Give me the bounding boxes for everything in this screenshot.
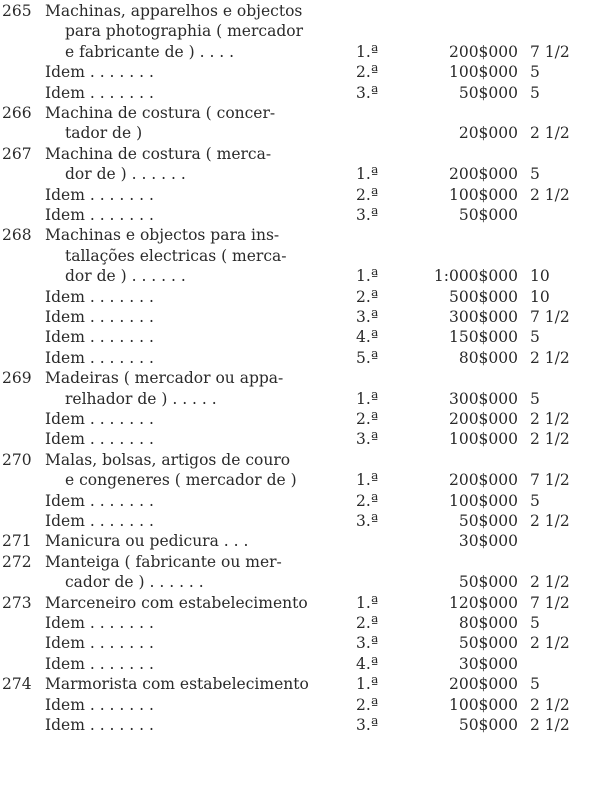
- rate-cell: 2 1/2: [530, 410, 570, 428]
- idem-label: Idem . . . . . . .: [45, 63, 154, 82]
- entry-line: [0, 450, 595, 470]
- value-cell: 300$000: [448, 389, 518, 408]
- entry-description: Marceneiro com estabelecimento: [45, 593, 308, 612]
- value-cell: 100$000: [448, 63, 518, 82]
- value-cell: 20$000: [458, 124, 518, 143]
- class-cell: 4.ª: [356, 328, 379, 347]
- rate-cell: 5: [530, 389, 540, 408]
- entry-line: [0, 103, 595, 123]
- entry-description: relhador de ) . . . . .: [65, 389, 217, 408]
- class-cell: 1.ª: [356, 389, 379, 408]
- entry-line: [0, 246, 595, 266]
- entry-number: 273: [2, 593, 32, 612]
- class-cell: 2.ª: [356, 63, 379, 82]
- entry-number: 267: [2, 144, 32, 163]
- value-cell: 50$000: [458, 512, 518, 530]
- entry-description: Madeiras ( mercador ou appa-: [45, 369, 284, 388]
- class-cell: 1.ª: [356, 593, 379, 612]
- class-cell: 3.ª: [356, 308, 379, 326]
- table-row: [0, 429, 595, 449]
- table-row: [0, 409, 595, 429]
- table-row: [0, 287, 595, 307]
- entry-description: Machinas, apparelhos e objectos: [45, 2, 303, 20]
- idem-label: Idem . . . . . . .: [45, 185, 154, 204]
- value-cell: 300$000: [448, 308, 518, 326]
- entry-description: para photographia ( mercador: [65, 22, 303, 41]
- entry-description: dor de ) . . . . . .: [65, 165, 186, 184]
- rate-cell: 2 1/2: [530, 348, 570, 367]
- value-cell: 200$000: [448, 165, 518, 184]
- class-cell: 2.ª: [356, 614, 379, 632]
- class-cell: 1.ª: [356, 165, 379, 184]
- entry-line: [0, 123, 595, 143]
- idem-label: Idem . . . . . . .: [45, 410, 154, 428]
- entry-description: tallações electricas ( merca-: [65, 246, 287, 265]
- idem-label: Idem . . . . . . .: [45, 287, 154, 306]
- table-row: [0, 205, 595, 225]
- class-cell: 5.ª: [356, 348, 379, 367]
- rate-cell: 5: [530, 165, 540, 184]
- entry-description: Manteiga ( fabricante ou mer-: [45, 552, 282, 571]
- idem-label: Idem . . . . . . .: [45, 206, 154, 224]
- entry-number: 274: [2, 675, 32, 694]
- value-cell: 200$000: [448, 410, 518, 428]
- value-cell: 50$000: [458, 83, 518, 102]
- class-cell: 1.ª: [356, 267, 379, 286]
- entry-line: [0, 368, 595, 388]
- value-cell: 200$000: [448, 675, 518, 694]
- class-cell: 2.ª: [356, 185, 379, 204]
- rate-cell: 2 1/2: [530, 512, 570, 530]
- entry-description: dor de ) . . . . . .: [65, 267, 186, 286]
- rate-cell: 7 1/2: [530, 593, 570, 612]
- rate-cell: 2 1/2: [530, 185, 570, 204]
- rate-cell: 7 1/2: [530, 42, 570, 61]
- idem-label: Idem . . . . . . .: [45, 348, 154, 367]
- rate-cell: 5: [530, 328, 540, 347]
- value-cell: 100$000: [448, 185, 518, 204]
- entry-description: Manicura ou pedicura . . .: [45, 532, 249, 551]
- rate-cell: 5: [530, 63, 540, 82]
- table-row: [0, 613, 595, 633]
- value-cell: 500$000: [448, 287, 518, 306]
- value-cell: 100$000: [448, 695, 518, 714]
- class-cell: 3.ª: [356, 512, 379, 530]
- rate-cell: 2 1/2: [530, 695, 570, 714]
- value-cell: 50$000: [458, 634, 518, 653]
- table-row: [0, 715, 595, 735]
- table-row: [0, 327, 595, 347]
- rate-cell: 5: [530, 491, 540, 510]
- entry-line: [0, 164, 595, 184]
- class-cell: 1.ª: [356, 471, 379, 490]
- idem-label: Idem . . . . . . .: [45, 308, 154, 326]
- value-cell: 50$000: [458, 573, 518, 592]
- entry-line: [0, 674, 595, 694]
- rate-cell: 7 1/2: [530, 471, 570, 490]
- entry-line: [0, 470, 595, 490]
- entry-description: Malas, bolsas, artigos de couro: [45, 450, 291, 469]
- table-row: [0, 511, 595, 531]
- table-row: [0, 348, 595, 368]
- idem-label: Idem . . . . . . .: [45, 491, 154, 510]
- rate-cell: 5: [530, 614, 540, 632]
- rate-cell: 2 1/2: [530, 634, 570, 653]
- rate-cell: 2 1/2: [530, 430, 570, 449]
- entry-number: 270: [2, 450, 32, 469]
- value-cell: 30$000: [458, 654, 518, 673]
- table-row: [0, 633, 595, 653]
- rate-cell: 2 1/2: [530, 716, 570, 734]
- entry-number: 269: [2, 369, 32, 388]
- table-row: [0, 695, 595, 715]
- entry-description: tador de ): [65, 124, 143, 143]
- idem-label: Idem . . . . . . .: [45, 695, 154, 714]
- entry-line: [0, 21, 595, 41]
- rate-cell: 10: [530, 287, 550, 306]
- entry-line: [0, 144, 595, 164]
- value-cell: 50$000: [458, 716, 518, 734]
- table-row: [0, 491, 595, 511]
- class-cell: 3.ª: [356, 206, 379, 224]
- entry-number: 271: [2, 532, 32, 551]
- idem-label: Idem . . . . . . .: [45, 634, 154, 653]
- class-cell: 1.ª: [356, 675, 379, 694]
- entry-line: [0, 593, 595, 613]
- class-cell: 2.ª: [356, 410, 379, 428]
- value-cell: 120$000: [448, 593, 518, 612]
- entry-description: Marmorista com estabelecimento: [45, 675, 309, 694]
- entry-line: [0, 225, 595, 245]
- table-row: [0, 185, 595, 205]
- class-cell: 3.ª: [356, 716, 379, 734]
- entry-line: [0, 1, 595, 21]
- rate-cell: 7 1/2: [530, 308, 570, 326]
- value-cell: 1:000$000: [433, 267, 518, 286]
- idem-label: Idem . . . . . . .: [45, 614, 154, 632]
- value-cell: 80$000: [458, 348, 518, 367]
- value-cell: 100$000: [448, 430, 518, 449]
- entry-description: Machina de costura ( concer-: [45, 104, 276, 122]
- rate-cell: 2 1/2: [530, 573, 570, 592]
- idem-label: Idem . . . . . . .: [45, 716, 154, 734]
- rate-cell: 5: [530, 83, 540, 102]
- value-cell: 80$000: [458, 614, 518, 632]
- idem-label: Idem . . . . . . .: [45, 512, 154, 530]
- class-cell: 2.ª: [356, 695, 379, 714]
- entry-description: Machinas e objectos para ins-: [45, 226, 280, 245]
- entry-number: 266: [2, 104, 32, 122]
- class-cell: 1.ª: [356, 42, 379, 61]
- value-cell: 200$000: [448, 471, 518, 490]
- table-row: [0, 83, 595, 103]
- table-row: [0, 654, 595, 674]
- value-cell: 100$000: [448, 491, 518, 510]
- entry-description: Machina de costura ( merca-: [45, 144, 272, 163]
- entry-line: [0, 552, 595, 572]
- rate-cell: 2 1/2: [530, 124, 570, 143]
- table-row: [0, 62, 595, 82]
- entry-description: e congeneres ( mercador de ): [65, 471, 297, 490]
- class-cell: 2.ª: [356, 287, 379, 306]
- entry-number: 265: [2, 2, 32, 20]
- entry-line: [0, 389, 595, 409]
- rate-cell: 10: [530, 267, 550, 286]
- entry-line: [0, 266, 595, 286]
- class-cell: 3.ª: [356, 430, 379, 449]
- entry-number: 272: [2, 552, 32, 571]
- entry-line: [0, 42, 595, 62]
- entry-line: [0, 572, 595, 592]
- idem-label: Idem . . . . . . .: [45, 83, 154, 102]
- class-cell: 3.ª: [356, 83, 379, 102]
- entry-number: 268: [2, 226, 32, 245]
- value-cell: 150$000: [448, 328, 518, 347]
- entry-description: e fabricante de ) . . . .: [65, 42, 235, 61]
- class-cell: 2.ª: [356, 491, 379, 510]
- value-cell: 200$000: [448, 42, 518, 61]
- rate-cell: 5: [530, 675, 540, 694]
- class-cell: 4.ª: [356, 654, 379, 673]
- idem-label: Idem . . . . . . .: [45, 654, 154, 673]
- idem-label: Idem . . . . . . .: [45, 328, 154, 347]
- entry-line: [0, 531, 595, 551]
- class-cell: 3.ª: [356, 634, 379, 653]
- idem-label: Idem . . . . . . .: [45, 430, 154, 449]
- table-row: [0, 307, 595, 327]
- value-cell: 30$000: [458, 532, 518, 551]
- value-cell: 50$000: [458, 206, 518, 224]
- entry-description: cador de ) . . . . . .: [65, 573, 204, 592]
